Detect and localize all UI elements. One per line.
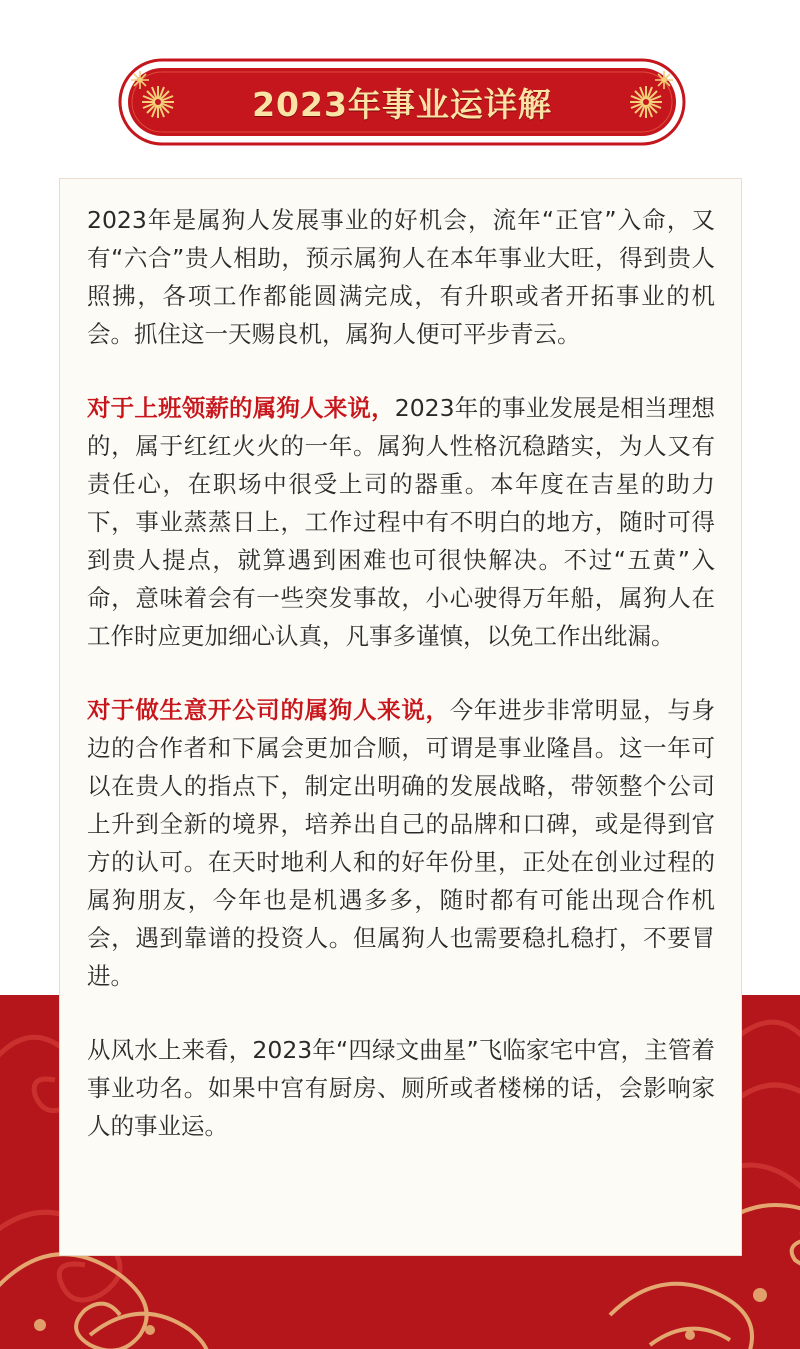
paragraph-intro xyxy=(87,201,715,353)
paragraph-business xyxy=(87,691,715,995)
paragraph-text: 从风水上来看，2023年“四绿文曲星”飞临家宅中宫，主管着事业功名。如果中宫有厨房、厕所或者楼梯的话，会影响家人的事业运。 xyxy=(87,1036,715,1140)
title-banner xyxy=(118,58,686,146)
page-title: 2023年事业运详解 xyxy=(252,84,552,124)
paragraph-text: 2023年的事业发展是相当理想的，属于红红火火的一年。属狗人性格沉稳踏实，为人又有责任心，在职场中很受上司的器重。本年度在吉星的助力下，事业蒸蒸日上，工作过程中有不明白的地方，随时可得到贵人提点，就算遇到困难也可很快解决。不过“五黄”入命，意味着会有一些突发事故，小心驶得万年船，属狗人在工作时应更加细心认真，凡事多谨慎，以免工作出纰漏。 xyxy=(87,394,716,650)
paragraph-employees xyxy=(87,389,715,655)
paragraph-text: 2023年是属狗人发展事业的好机会，流年“正官”入命，又有“六合”贵人相助，预示属狗人在本年事业大旺，得到贵人照拂，各项工作都能圆满完成，有升职或者开拓事业的机会。抓住这一天赐良机，属狗人便可平步青云。 xyxy=(87,206,715,348)
paragraph-text: 今年进步非常明显，与身边的合作者和下属会更加合顺，可谓是事业隆昌。这一年可以在贵人的指点下，制定出明确的发展战略，带领整个公司上升到全新的境界，培养出自己的品牌和口碑，或是得到官方的认可。在天时地利人和的好年份里，正处在创业过程的属狗朋友，今年也是机遇多多，随时都有可能出现合作机会，遇到靠谱的投资人。但属狗人也需要稳扎稳打，不要冒进。 xyxy=(87,696,716,990)
paragraph-highlight: 对于做生意开公司的属狗人来说， xyxy=(87,696,450,724)
paragraph-fengshui xyxy=(87,1031,715,1145)
content-card xyxy=(59,178,742,1256)
paragraph-highlight: 对于上班领薪的属狗人来说， xyxy=(87,394,395,422)
